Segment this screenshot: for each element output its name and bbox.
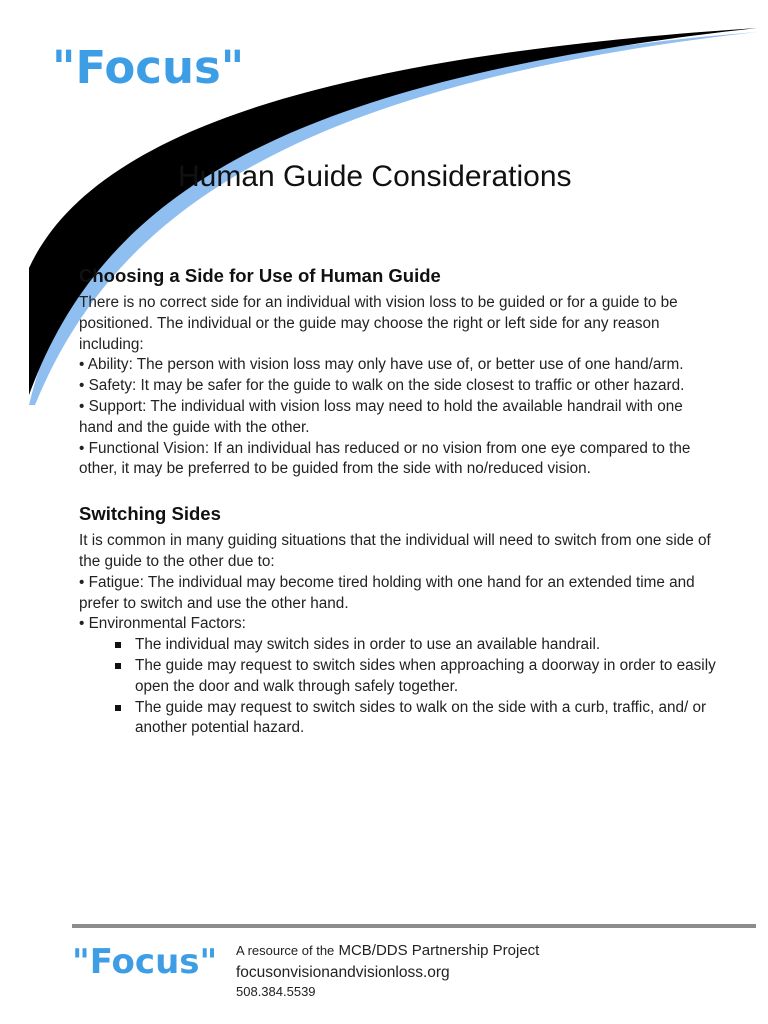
section-intro: There is no correct side for an individual with vision loss to be guided or for a guide to be positioned. The individual or the guide may choose the right or left side for any reason including:	[79, 294, 678, 353]
footer-divider	[72, 924, 756, 928]
website-text: focusonvisionandvisionloss.org	[236, 964, 450, 981]
phone-number: 508.384.5539	[236, 984, 316, 999]
bullet-safety: • Safety: It may be safer for the guide to walk on the side closest to traffic or other hazard.	[79, 377, 685, 395]
bullet-fatigue: • Fatigue: The individual may become tired holding with one hand for an extended time and prefer to switch and use the other hand.	[79, 573, 695, 612]
list-item	[135, 656, 719, 698]
footer-info	[236, 940, 539, 1000]
list-item	[135, 635, 719, 656]
focus-logo-bottom: "Focus"	[72, 942, 218, 982]
section-heading: Choosing a Side for Use of Human Guide	[79, 265, 441, 286]
focus-logo-top: "Focus"	[52, 41, 245, 94]
list-item-text: The guide may request to switch sides when approaching a doorway in order to easily open the door and walk through safely together.	[135, 656, 716, 695]
resource-line	[236, 940, 539, 962]
bullet-environmental-factors: • Environmental Factors:	[79, 615, 246, 633]
section-choosing-side	[79, 262, 719, 480]
resource-name: MCB/DDS Partnership Project	[338, 942, 540, 959]
square-bullet-icon	[115, 705, 121, 711]
section-intro: It is common in many guiding situations that the individual will need to switch from one side of the guide to the other due to:	[79, 532, 711, 570]
list-item-text: The guide may request to switch sides to walk on the side with a curb, traffic, and/ or another potential hazard.	[135, 698, 707, 737]
list-item-text: The individual may switch sides in order to use an available handrail.	[135, 636, 601, 654]
bullet-support: • Support: The individual with vision loss may need to hold the available handrail with one hand and the guide with the other.	[79, 397, 683, 436]
section-switching-sides	[79, 500, 719, 739]
square-bullet-icon	[115, 663, 121, 669]
document-body	[79, 262, 719, 739]
section-heading: Switching Sides	[79, 503, 221, 525]
environmental-factors-list	[79, 635, 719, 739]
bullet-ability: • Ability: The person with vision loss may only have use of, or better use of one hand/arm.	[79, 356, 684, 374]
square-bullet-icon	[115, 642, 121, 648]
list-item	[135, 698, 719, 740]
bullet-functional-vision: • Functional Vision: If an individual has reduced or no vision from one eye compared to the other, it may be preferred to be guided from the side with no/reduced vision.	[79, 439, 691, 478]
resource-prefix: A resource of the	[236, 943, 335, 958]
document-title: Human Guide Considerations	[178, 160, 572, 193]
